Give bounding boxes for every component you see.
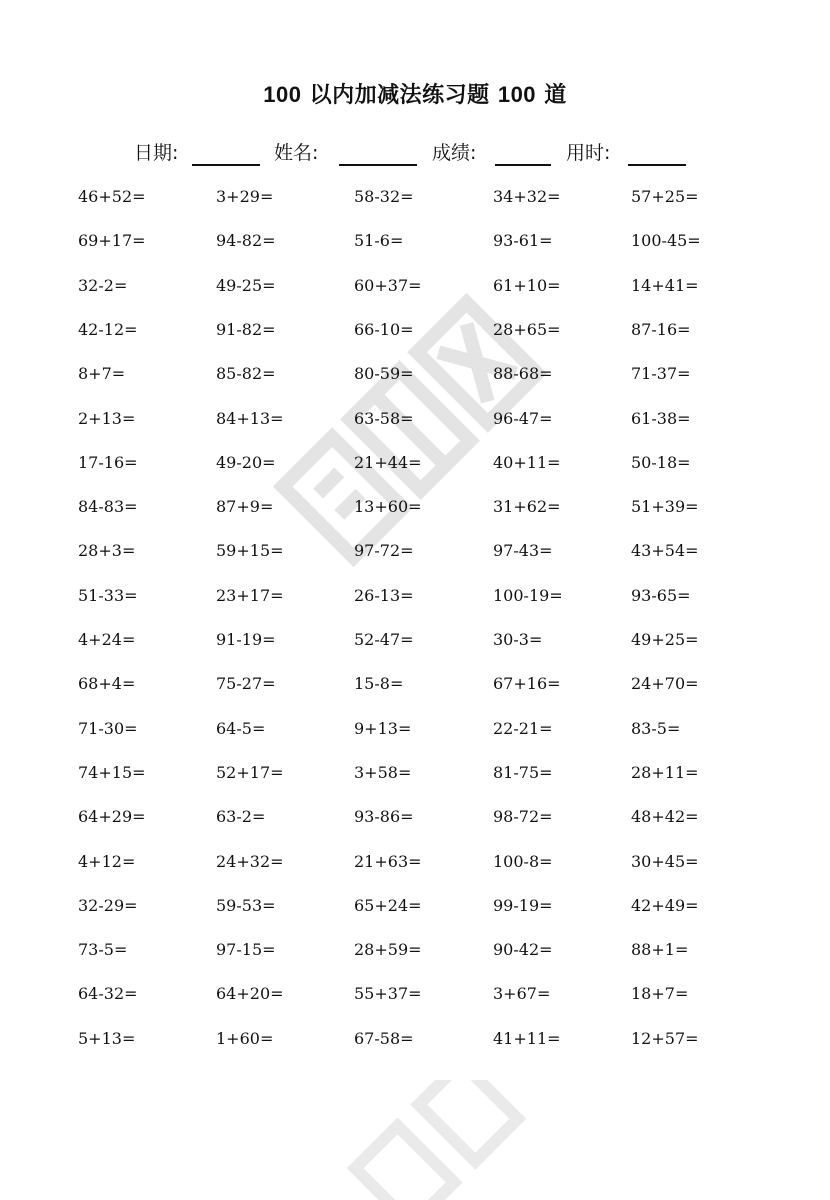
problem-item: 85-82=	[216, 364, 276, 384]
problem-item: 63-2=	[216, 807, 266, 827]
problem-item: 28+59=	[354, 940, 422, 960]
problem-item: 61-38=	[631, 408, 691, 428]
problem-item: 41+11=	[493, 1028, 561, 1048]
problem-item: 5+13=	[78, 1028, 136, 1048]
problem-item: 28+11=	[631, 762, 699, 782]
problem-item: 43+54=	[631, 541, 699, 561]
problem-item: 60+37=	[354, 275, 422, 295]
problem-item: 90-42=	[493, 940, 553, 960]
problem-item: 49-25=	[216, 275, 276, 295]
problem-item: 100-8=	[493, 851, 553, 871]
problem-item: 67-58=	[354, 1028, 414, 1048]
problem-item: 52-47=	[354, 630, 414, 649]
problem-item: 8+7=	[78, 364, 126, 384]
problem-item: 3+67=	[493, 984, 551, 1004]
problem-item: 40+11=	[493, 452, 561, 472]
problem-item: 52+17=	[216, 762, 284, 782]
problem-item: 21+44=	[354, 452, 422, 472]
problem-item: 93-86=	[354, 807, 414, 827]
problem-item: 100-45=	[631, 231, 701, 251]
problem-item: 64-5=	[216, 718, 266, 738]
problem-item: 55+37=	[354, 984, 422, 1004]
problem-item: 73-5=	[78, 940, 128, 960]
problem-item: 71-30=	[78, 718, 138, 738]
problem-item: 99-19=	[493, 895, 553, 915]
problem-item: 96-47=	[493, 408, 553, 428]
problem-item: 97-72=	[354, 541, 414, 561]
problem-item: 100-19=	[493, 585, 563, 605]
problem-item: 98-72=	[493, 807, 553, 827]
problem-item: 69+17=	[78, 231, 146, 251]
problem-item: 84+13=	[216, 408, 284, 428]
problem-item: 1+60=	[216, 1028, 274, 1048]
problem-item: 30-3=	[493, 630, 543, 649]
problem-item: 97-15=	[216, 940, 276, 960]
problem-item: 63-58=	[354, 408, 414, 428]
problem-item: 51-33=	[78, 585, 138, 605]
score-label: 成绩:	[432, 142, 477, 164]
problem-item: 42-12=	[78, 319, 138, 339]
problem-item: 87+9=	[216, 497, 274, 517]
problem-item: 9+13=	[354, 718, 412, 738]
title-end: 道	[536, 83, 567, 108]
problem-item: 58-32=	[354, 187, 414, 206]
problem-item: 64+20=	[216, 984, 284, 1004]
problem-item: 97-43=	[493, 541, 553, 561]
problem-item: 94-82=	[216, 231, 276, 251]
problem-item: 87-16=	[631, 319, 691, 339]
problem-item: 22-21=	[493, 718, 553, 738]
title-main: 以内加减法练习题	[301, 83, 498, 108]
problem-item: 48+42=	[631, 807, 699, 827]
title-suffix: 100	[497, 82, 537, 107]
problem-item: 93-65=	[631, 585, 691, 605]
problem-item: 50-18=	[631, 452, 691, 472]
problem-item: 2+13=	[78, 408, 136, 428]
problem-item: 49-20=	[216, 452, 276, 472]
problem-item: 24+70=	[631, 674, 699, 694]
problem-item: 66-10=	[354, 319, 414, 339]
problem-item: 81-75=	[493, 762, 553, 782]
problem-item: 75-27=	[216, 674, 276, 694]
problem-item: 74+15=	[78, 762, 146, 782]
problem-item: 71-37=	[631, 364, 691, 384]
problem-item: 21+63=	[354, 851, 422, 871]
problem-item: 61+10=	[493, 275, 561, 295]
problem-item: 31+62=	[493, 497, 561, 517]
problem-item: 51-6=	[354, 231, 404, 251]
problem-item: 67+16=	[493, 674, 561, 694]
problem-item: 32-29=	[78, 895, 138, 915]
problem-item: 80-59=	[354, 364, 414, 384]
problem-item: 57+25=	[631, 187, 699, 206]
problem-item: 64+29=	[78, 807, 146, 827]
problem-item: 84-83=	[78, 497, 138, 517]
problem-item: 24+32=	[216, 851, 284, 871]
problem-item: 4+24=	[78, 630, 136, 649]
name-label: 姓名:	[274, 142, 319, 164]
problem-item: 49+25=	[631, 630, 699, 649]
problem-item: 28+3=	[78, 541, 136, 561]
problem-item: 59-53=	[216, 895, 276, 915]
problem-item: 15-8=	[354, 674, 404, 694]
problem-item: 34+32=	[493, 187, 561, 206]
problem-item: 68+4=	[78, 674, 136, 694]
problem-item: 14+41=	[631, 275, 699, 295]
problem-item: 17-16=	[78, 452, 138, 472]
problem-item: 3+58=	[354, 762, 412, 782]
problem-item: 3+29=	[216, 187, 274, 206]
problem-item: 88-68=	[493, 364, 553, 384]
problem-item: 23+17=	[216, 585, 284, 605]
date-label: 日期:	[134, 142, 179, 164]
problem-item: 32-2=	[78, 275, 128, 295]
problem-item: 18+7=	[631, 984, 689, 1004]
problem-item: 83-5=	[631, 718, 681, 738]
problem-item: 4+12=	[78, 851, 136, 871]
problem-item: 91-19=	[216, 630, 276, 649]
problem-item: 51+39=	[631, 497, 699, 517]
problem-item: 88+1=	[631, 940, 689, 960]
problem-item: 12+57=	[631, 1028, 699, 1048]
problem-item: 13+60=	[354, 497, 422, 517]
problem-item: 91-82=	[216, 319, 276, 339]
problem-item: 59+15=	[216, 541, 284, 561]
time-label: 用时:	[566, 142, 611, 164]
problem-item: 28+65=	[493, 319, 561, 339]
problem-item: 64-32=	[78, 984, 138, 1004]
problem-item: 65+24=	[354, 895, 422, 915]
problem-item: 30+45=	[631, 851, 699, 871]
problem-item: 42+49=	[631, 895, 699, 915]
problem-item: 93-61=	[493, 231, 553, 251]
problem-item: 26-13=	[354, 585, 414, 605]
title-prefix: 100	[263, 82, 302, 107]
problem-item: 46+52=	[78, 187, 146, 206]
